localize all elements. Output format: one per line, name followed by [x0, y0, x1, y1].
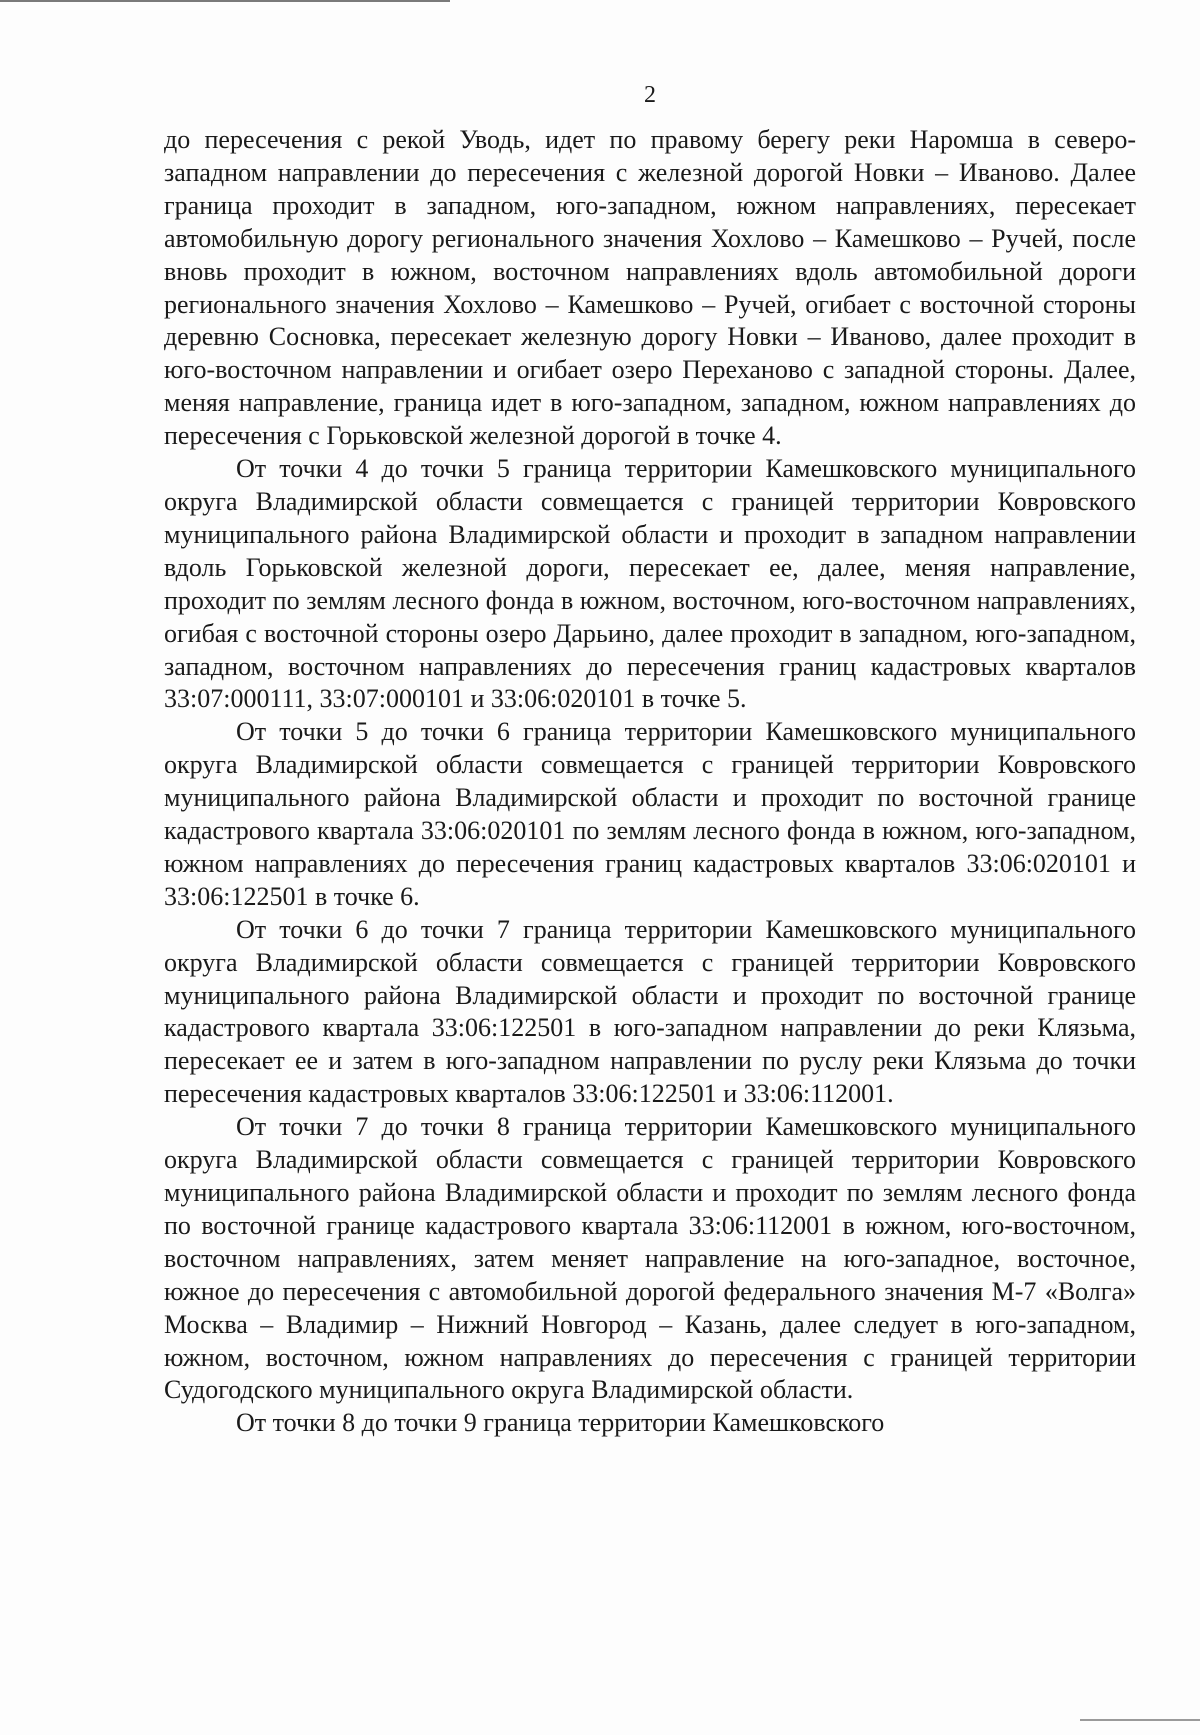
- page-number: 2: [644, 82, 656, 108]
- paragraph-point-7-8: От точки 7 до точки 8 граница территории Камешковского муниципального округа Владимирской области совмещается с границей территории Ковровского муниципального района Владимирской области и проходит по землям лесного фонда по восточной границе кадастрового квартала 33:06:112001 в южном, юго-восточном, восточном направлениях, затем меняет направление на юго-западное, восточное, южное до пересечения с автомобильной дорогой федерального значения М-7 «Волга» Москва – Владимир – Нижний Новгород – Казань, далее следует в юго-западном, южном, восточном, южном направлениях до пересечения с границей территории Судогодского муниципального округа Владимирской области.: [164, 1112, 1136, 1405]
- paragraph-point-5-6: От точки 5 до точки 6 граница территории Камешковского муниципального округа Владимирской области совмещается с границей территории Ковровского муниципального района Владимирской области и проходит по восточной границе кадастрового квартала 33:06:020101 по землям лесного фонда в южном, юго-западном, южном направлениях до пересечения границ кадастровых кварталов 33:06:020101 и 33:06:122501 в точке 6.: [164, 717, 1136, 911]
- paragraph-point-6-7: От точки 6 до точки 7 граница территории Камешковского муниципального округа Владимирской области совмещается с границей территории Ковровского муниципального района Владимирской области и проходит по восточной границе кадастрового квартала 33:06:122501 в юго-западном направлении до реки Клязьма, пересекает ее и затем в юго-западном направлении по руслу реки Клязьма до точки пересечения кадастровых кварталов 33:06:122501 и 33:06:112001.: [164, 914, 1136, 1109]
- paragraph-point-8-9: От точки 8 до точки 9 граница территории Камешковского: [236, 1408, 885, 1438]
- scan-edge-line-bottom: [1080, 1719, 1200, 1721]
- paragraph-continuation: до пересечения с рекой Уводь, идет по правому берегу реки Наромша в северо-западном направлении до пересечения с железной дорогой Новки – Иваново. Далее граница проходит в западном, юго-западном, южном направлениях, пересекает автомобильную дорогу регионального значения Хохлово – Камешково – Ручей, после вновь проходит в южном, восточном направлениях вдоль автомобильной дороги регионального значения Хохлово – Камешково – Ручей, огибает с восточной стороны деревню Сосновка, пересекает железную дорогу Новки – Иваново, далее проходит в юго-восточном направлении и огибает озеро Переханово с западной стороны. Далее, меняя направление, граница идет в юго-западном, западном, южном направлениях до пересечения с Горьковской железной дорогой в точке 4.: [164, 125, 1136, 451]
- document-body: [164, 124, 1136, 1440]
- scan-edge-line: [0, 0, 450, 2]
- paragraph-point-4-5: От точки 4 до точки 5 граница территории Камешковского муниципального округа Владимирской области совмещается с границей территории Ковровского муниципального района Владимирской области и проходит в западном направлении вдоль Горьковской железной дороги, пересекает ее, далее, меняя направление, проходит по землям лесного фонда в южном, восточном, юго-восточном направлениях, огибая с восточной стороны озеро Дарьино, далее проходит в западном, юго-западном, западном, восточном направлениях до пересечения границ кадастровых кварталов 33:07:000111, 33:07:000101 и 33:06:020101 в точке 5.: [164, 454, 1136, 714]
